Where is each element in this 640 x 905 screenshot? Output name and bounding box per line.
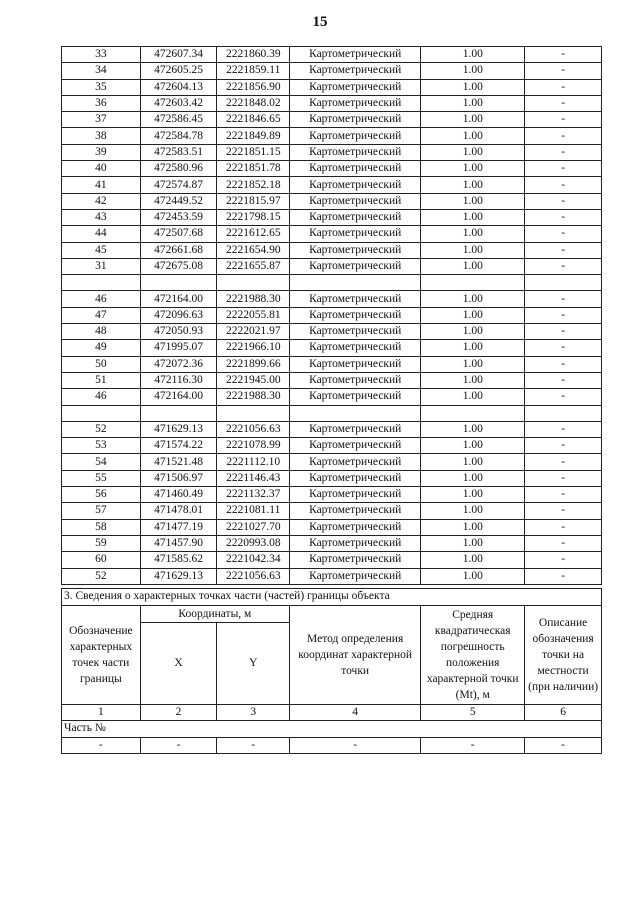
table-cell: Картометрический [290, 340, 421, 356]
table-cell [62, 405, 141, 421]
table-row [62, 47, 602, 63]
table-cell: 472096.63 [140, 307, 217, 323]
table-cell: Картометрический [290, 454, 421, 470]
table-cell: 58 [62, 519, 141, 535]
table-cell: 1.00 [421, 144, 525, 160]
table-cell: - [525, 79, 602, 95]
table-cell: 46 [62, 389, 141, 405]
table-row [62, 63, 602, 79]
table-cell: - [525, 161, 602, 177]
table-cell: 472661.68 [140, 242, 217, 258]
table-row [62, 226, 602, 242]
table-cell: - [525, 95, 602, 111]
table-cell: 2221056.63 [217, 568, 290, 584]
table-cell: - [525, 737, 602, 754]
table-cell: 33 [62, 47, 141, 63]
table-cell: - [525, 324, 602, 340]
table-cell: 2221042.34 [217, 552, 290, 568]
table-cell: Картометрический [290, 128, 421, 144]
table-cell: - [525, 307, 602, 323]
table-cell: 2221612.65 [217, 226, 290, 242]
table-cell: 40 [62, 161, 141, 177]
table-cell: Картометрический [290, 161, 421, 177]
table-cell: 1.00 [421, 324, 525, 340]
table-cell: - [525, 552, 602, 568]
table-cell: 36 [62, 95, 141, 111]
table-row [62, 389, 602, 405]
table-cell: 1.00 [421, 128, 525, 144]
table-cell: - [525, 226, 602, 242]
table-row [62, 324, 602, 340]
table-cell: 1.00 [421, 519, 525, 535]
table-cell: 44 [62, 226, 141, 242]
table-cell: Картометрический [290, 209, 421, 225]
table-cell [421, 405, 525, 421]
table-row [62, 356, 602, 372]
table-cell: 50 [62, 356, 141, 372]
table-row [62, 307, 602, 323]
table-row [62, 258, 602, 274]
table-cell: Картометрический [290, 291, 421, 307]
header-coordinates: Координаты, м [140, 605, 289, 622]
table-cell: 1.00 [421, 242, 525, 258]
table-cell: - [217, 737, 290, 754]
table-cell: - [525, 144, 602, 160]
table-cell: Картометрический [290, 372, 421, 388]
table-row [62, 242, 602, 258]
table-cell: 1.00 [421, 503, 525, 519]
part-label: Часть № [62, 721, 602, 738]
table-cell: 1.00 [421, 421, 525, 437]
table-cell: 471585.62 [140, 552, 217, 568]
table-cell: 1.00 [421, 161, 525, 177]
table-cell: 2221655.87 [217, 258, 290, 274]
header-description: Описание обозначения точки на местности (при наличии) [525, 605, 602, 704]
table-cell: 2221846.65 [217, 112, 290, 128]
table-cell: 472072.36 [140, 356, 217, 372]
table-cell: 2221132.37 [217, 487, 290, 503]
table-cell: - [290, 737, 421, 754]
table-cell: Картометрический [290, 79, 421, 95]
table-cell: 1.00 [421, 438, 525, 454]
table-cell: - [525, 568, 602, 584]
column-number: 3 [217, 704, 290, 721]
table-cell: 471521.48 [140, 454, 217, 470]
header-x: X [140, 622, 217, 704]
table-cell: Картометрический [290, 193, 421, 209]
table-row [62, 372, 602, 388]
table-cell: - [525, 470, 602, 486]
table-cell: 472507.68 [140, 226, 217, 242]
table-cell [140, 405, 217, 421]
header-method: Метод определения координат характерной точки [290, 605, 421, 704]
table-cell: 1.00 [421, 291, 525, 307]
table-cell [62, 275, 141, 291]
table-cell: 472449.52 [140, 193, 217, 209]
table-cell: - [525, 421, 602, 437]
table-cell: 39 [62, 144, 141, 160]
table-cell: 31 [62, 258, 141, 274]
table-cell: 471629.13 [140, 568, 217, 584]
table-cell: Картометрический [290, 503, 421, 519]
table-row [62, 552, 602, 568]
table-cell: - [140, 737, 217, 754]
table-cell: 60 [62, 552, 141, 568]
table-cell: 48 [62, 324, 141, 340]
table-row [62, 454, 602, 470]
table-cell: 472164.00 [140, 389, 217, 405]
table-cell: Картометрический [290, 389, 421, 405]
table-cell [290, 275, 421, 291]
table-row [62, 405, 602, 421]
table-row [62, 79, 602, 95]
table-cell: 59 [62, 535, 141, 551]
table-cell: 1.00 [421, 356, 525, 372]
table-cell: Картометрический [290, 356, 421, 372]
table-row [62, 177, 602, 193]
table-row [62, 291, 602, 307]
table-cell: 2221988.30 [217, 389, 290, 405]
table-cell: 46 [62, 291, 141, 307]
table-cell: 1.00 [421, 487, 525, 503]
table-cell: 472584.78 [140, 128, 217, 144]
table-cell: Картометрический [290, 487, 421, 503]
table-cell: 1.00 [421, 535, 525, 551]
table-cell: Картометрический [290, 226, 421, 242]
table-cell: 2221851.15 [217, 144, 290, 160]
table-cell: 2221848.02 [217, 95, 290, 111]
table-cell: 1.00 [421, 307, 525, 323]
table-cell: 1.00 [421, 193, 525, 209]
table-cell: - [421, 737, 525, 754]
table-row [62, 193, 602, 209]
table-cell [525, 405, 602, 421]
table-cell: 2221849.89 [217, 128, 290, 144]
table-cell: 45 [62, 242, 141, 258]
table-cell: 52 [62, 568, 141, 584]
table-cell: Картометрический [290, 63, 421, 79]
table-cell: Картометрический [290, 47, 421, 63]
table-cell: 2221859.11 [217, 63, 290, 79]
table-cell: 2221112.10 [217, 454, 290, 470]
table-cell: - [525, 487, 602, 503]
table-cell: 2221654.90 [217, 242, 290, 258]
column-number: 6 [525, 704, 602, 721]
table-cell: 471478.01 [140, 503, 217, 519]
table-cell: Картометрический [290, 177, 421, 193]
table-row [62, 438, 602, 454]
page-number: 15 [312, 14, 328, 30]
table-cell: 1.00 [421, 226, 525, 242]
table-cell: 2221851.78 [217, 161, 290, 177]
column-number: 2 [140, 704, 217, 721]
table-cell: - [525, 177, 602, 193]
table-cell: - [525, 519, 602, 535]
column-number: 4 [290, 704, 421, 721]
table-cell: 2221815.97 [217, 193, 290, 209]
table-row [62, 503, 602, 519]
table-cell: - [525, 438, 602, 454]
table-cell: 2221146.43 [217, 470, 290, 486]
table-cell: Картометрический [290, 95, 421, 111]
table-row [62, 519, 602, 535]
table-cell: - [525, 209, 602, 225]
table-cell: Картометрический [290, 112, 421, 128]
table-cell: 43 [62, 209, 141, 225]
table-cell: Картометрический [290, 307, 421, 323]
table-cell: 55 [62, 470, 141, 486]
table-cell: 472607.34 [140, 47, 217, 63]
table-cell: 2221852.18 [217, 177, 290, 193]
table-cell: Картометрический [290, 519, 421, 535]
table-cell: 1.00 [421, 454, 525, 470]
table-cell: 472605.25 [140, 63, 217, 79]
table-cell: - [525, 454, 602, 470]
table-cell: 47 [62, 307, 141, 323]
table-cell: - [525, 112, 602, 128]
table-cell: Картометрический [290, 568, 421, 584]
table-cell: 1.00 [421, 372, 525, 388]
table-cell: 1.00 [421, 79, 525, 95]
table-cell: 1.00 [421, 47, 525, 63]
table-row [62, 95, 602, 111]
table-cell: - [525, 258, 602, 274]
table-cell: 2221945.00 [217, 372, 290, 388]
table-cell: 1.00 [421, 470, 525, 486]
table-cell: 472116.30 [140, 372, 217, 388]
table-cell: - [525, 356, 602, 372]
table-cell: 2221798.15 [217, 209, 290, 225]
table-row [62, 275, 602, 291]
table-cell: - [525, 47, 602, 63]
table-cell: 1.00 [421, 209, 525, 225]
table-cell: - [525, 503, 602, 519]
table-cell: 472580.96 [140, 161, 217, 177]
table-row [62, 144, 602, 160]
section3-title: 3. Сведения о характерных точках части (частей) границы объекта [62, 589, 602, 606]
table-cell: 2221078.99 [217, 438, 290, 454]
table-cell: - [525, 340, 602, 356]
table-row [62, 487, 602, 503]
table-cell: 471629.13 [140, 421, 217, 437]
table-row [62, 340, 602, 356]
table-cell: Картометрический [290, 144, 421, 160]
table-cell: 53 [62, 438, 141, 454]
table-cell: - [62, 737, 141, 754]
table-cell: 1.00 [421, 389, 525, 405]
table-cell: 471995.07 [140, 340, 217, 356]
table-cell: 1.00 [421, 112, 525, 128]
table-cell: Картометрический [290, 438, 421, 454]
table-cell: 472603.42 [140, 95, 217, 111]
table-cell: - [525, 193, 602, 209]
table-cell: 2221856.90 [217, 79, 290, 95]
column-number: 1 [62, 704, 141, 721]
table-cell: 1.00 [421, 552, 525, 568]
table-cell: 1.00 [421, 63, 525, 79]
table-cell: 471477.19 [140, 519, 217, 535]
table-cell: Картометрический [290, 258, 421, 274]
table-cell: 52 [62, 421, 141, 437]
table-cell: 1.00 [421, 340, 525, 356]
table-row [62, 568, 602, 584]
table-row [62, 128, 602, 144]
table-cell: 472574.87 [140, 177, 217, 193]
column-number: 5 [421, 704, 525, 721]
table-cell: 2221966.10 [217, 340, 290, 356]
table-row [62, 421, 602, 437]
table-cell: - [525, 128, 602, 144]
table-cell: 54 [62, 454, 141, 470]
table-cell: 51 [62, 372, 141, 388]
table-cell: 2220993.08 [217, 535, 290, 551]
table-cell: 1.00 [421, 95, 525, 111]
table-cell: 35 [62, 79, 141, 95]
table-cell: 37 [62, 112, 141, 128]
table-cell: 1.00 [421, 177, 525, 193]
table-cell: 42 [62, 193, 141, 209]
table-cell: 34 [62, 63, 141, 79]
section3-table [61, 588, 602, 754]
table-cell: 472453.59 [140, 209, 217, 225]
table-cell [421, 275, 525, 291]
table-cell: 2221056.63 [217, 421, 290, 437]
table-cell: 471506.97 [140, 470, 217, 486]
table-cell: 2221988.30 [217, 291, 290, 307]
table-cell: - [525, 63, 602, 79]
table-row [62, 112, 602, 128]
table-cell: - [525, 535, 602, 551]
header-accuracy: Средняя квадратическая погрешность положения характерной точки (Mt), м [421, 605, 525, 704]
table-cell [217, 275, 290, 291]
table-cell: 2222055.81 [217, 307, 290, 323]
header-y: Y [217, 622, 290, 704]
table-cell: 2221027.70 [217, 519, 290, 535]
table-row [62, 470, 602, 486]
table-cell: - [525, 242, 602, 258]
table-cell: - [525, 291, 602, 307]
table-cell: 2221899.66 [217, 356, 290, 372]
table-cell: 2221081.11 [217, 503, 290, 519]
table-cell: 471460.49 [140, 487, 217, 503]
table-cell [525, 275, 602, 291]
table-cell: 472164.00 [140, 291, 217, 307]
coordinate-table [61, 46, 602, 585]
table-cell: 2221860.39 [217, 47, 290, 63]
table-cell: 471457.90 [140, 535, 217, 551]
table-row [62, 209, 602, 225]
table-cell: 57 [62, 503, 141, 519]
table-row [62, 161, 602, 177]
table-cell: 1.00 [421, 258, 525, 274]
table-cell: 38 [62, 128, 141, 144]
table-cell: 41 [62, 177, 141, 193]
table-cell [290, 405, 421, 421]
table-row [62, 535, 602, 551]
header-designation: Обозначение характерных точек части границы [62, 605, 141, 704]
table-cell: 56 [62, 487, 141, 503]
table-cell [217, 405, 290, 421]
table-cell: Картометрический [290, 421, 421, 437]
table-cell: Картометрический [290, 470, 421, 486]
table-cell: Картометрический [290, 535, 421, 551]
table-cell: 2222021.97 [217, 324, 290, 340]
table-cell: 472586.45 [140, 112, 217, 128]
table-cell: Картометрический [290, 324, 421, 340]
table-cell: 1.00 [421, 568, 525, 584]
table-cell: 472675.08 [140, 258, 217, 274]
table-cell [140, 275, 217, 291]
table-cell: - [525, 389, 602, 405]
table-cell: 471574.22 [140, 438, 217, 454]
table-cell: 472604.13 [140, 79, 217, 95]
table-cell: 49 [62, 340, 141, 356]
table-cell: Картометрический [290, 552, 421, 568]
table-cell: 472050.93 [140, 324, 217, 340]
table-cell: 472583.51 [140, 144, 217, 160]
table-cell: Картометрический [290, 242, 421, 258]
table-cell: - [525, 372, 602, 388]
